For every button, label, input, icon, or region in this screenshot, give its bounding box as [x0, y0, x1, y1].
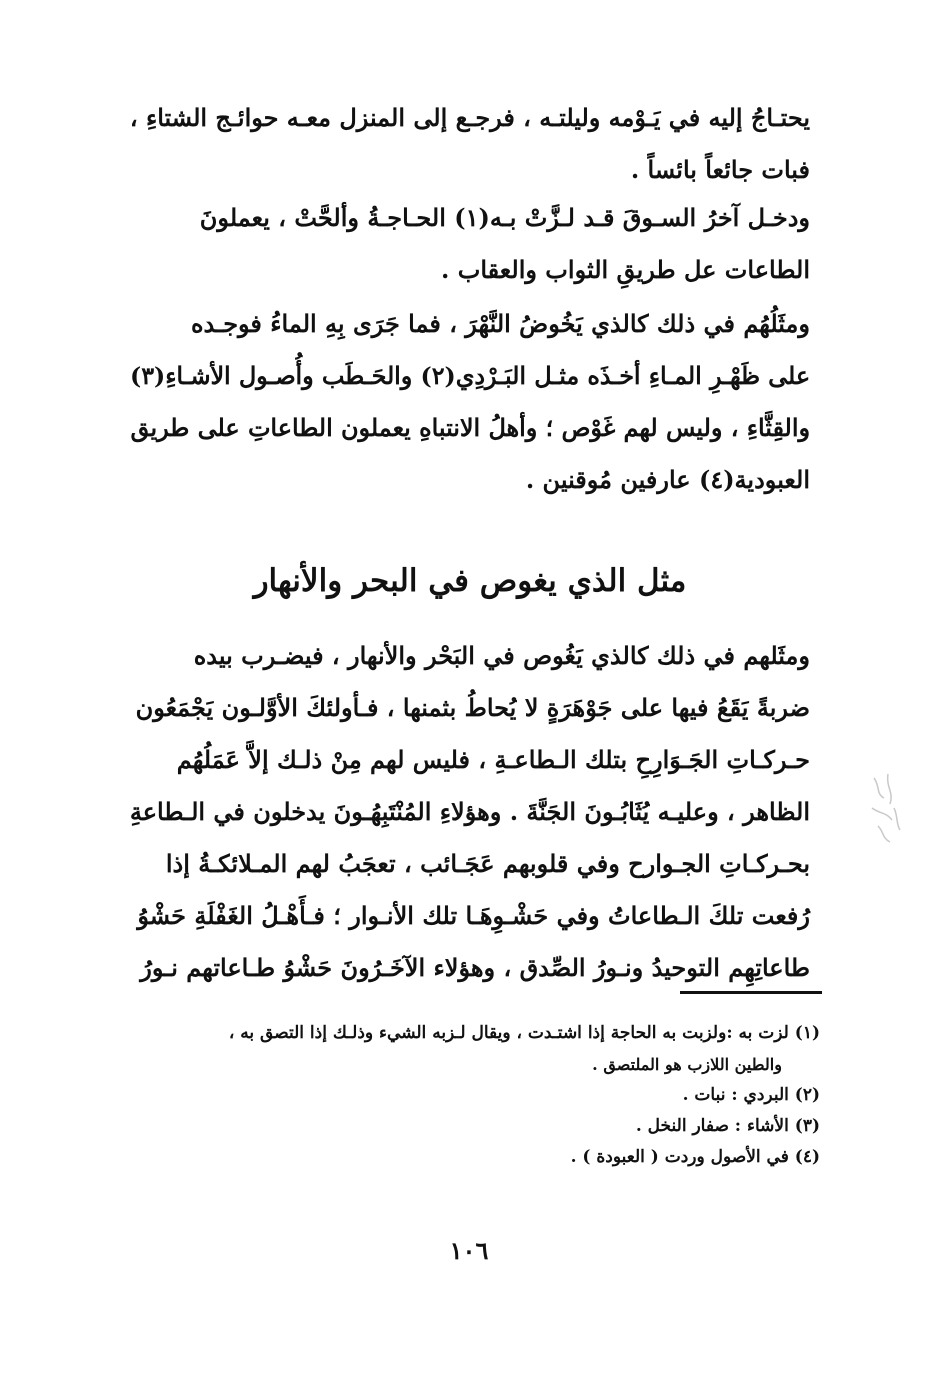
text-line: الظاهر ، وعليـه يُثَابُـونَ الجَنَّةَ . وهؤلاءِ المُنْتَبِهُـونَ يدخلون في الـطاعةِ: [129, 797, 810, 826]
text-line: يحتـاجُ إليه في يَـوْمه وليلتـه ، فرجـع إلى المنزل معـه حوائـج الشتاءِ ،: [129, 104, 810, 132]
text-line: ودخـل آخرُ السـوقَ قـد لـزَّتْ بـه(١) الحـاجـةُ وألحَّتْ ، يعملونَ: [199, 203, 810, 232]
paragraph-4: [130, 630, 810, 994]
text-line: العبودية(٤) عارفين مُوقنين .: [525, 465, 810, 494]
text-line: ومثَلُهُم في ذلك كالذي يَخُوضُ النَّهْرَ ، فما جَرَى بِهِ الماءُ فوجـده: [190, 309, 810, 338]
page-number: ١٠٦: [449, 1236, 489, 1265]
text-line: على ظَهْـرِ المـاءِ أخـذَه مثـل البَـرْدِي(٢) والحَـطَب وأُصـول الأشـاءِ(٣): [129, 362, 810, 390]
footnote-separator: [680, 991, 822, 994]
footnotes: [130, 1018, 820, 1173]
text-line: فبات جائعاً بائساً .: [630, 155, 810, 184]
text-line: والقِثَّاءِ ، وليس لهم غَوْص ؛ وأهلُ الانتباهِ يعملون الطاعاتِ على طريق: [130, 414, 810, 442]
scan-smudge: [866, 768, 906, 846]
text-line: طاعاتِهِم التوحيدُ ونـورُ الصِّدق ، وهؤلاء الآخَـرُونَ حَشْوُ طـاعاتهم نـورُ: [140, 953, 810, 982]
footnote-1: (١) لزت به :ولزبت به الحاجة إذا اشتـدت ، ويقال لـزبه الشيء وذلـك إذا التصق به ،: [228, 1023, 820, 1043]
text-line: ضربةً يَقَعُ فيها على جَوْهَرَةٍ لا يُحاطُ بثمنها ، فـأولئكَ الأوَّلـون يَجْمَعُون: [135, 693, 810, 722]
text-line: ومثَلهم في ذلك كالذي يَغُوص في البَحْر والأنهار ، فيضـرب بيده: [193, 641, 810, 670]
footnote-4: (٤) في الأصول وردت ( العبودة ) .: [570, 1147, 820, 1167]
text-line: حـركـاتِ الجَـوَارِحِ بتلك الـطاعـةِ ، فليس لهم مِنْ ذلـك إلاَّ عَمَلُهُم: [176, 745, 810, 774]
footnote-3: (٣) الأشاء : صفار النخل .: [635, 1116, 820, 1136]
paragraph-1: [130, 92, 810, 196]
text-line: الطاعات عل طريقِ الثواب والعقاب .: [441, 255, 810, 284]
paragraph-3: [130, 298, 810, 506]
section-heading: مثل الذي يغوص في البحر والأنهار: [253, 563, 687, 599]
text-line: بحـركـاتِ الجـوارح وفي قلوبهم عَجَـائب ، تعجَبُ لهم المـلائكـةُ إذا: [165, 849, 810, 878]
text-line: رُفعت تلكَ الـطاعاتُ وفي حَشْـوِهَـا تلك الأنـوار ؛ فـأَهْـلُ الغَفْلَةِ حَشْوُ: [137, 901, 810, 930]
paragraph-2: [130, 192, 810, 296]
footnote-2: (٢) البردي : نبات .: [682, 1085, 820, 1105]
footnote-1-continued: والطين اللازب هو الملتصق .: [592, 1055, 782, 1074]
